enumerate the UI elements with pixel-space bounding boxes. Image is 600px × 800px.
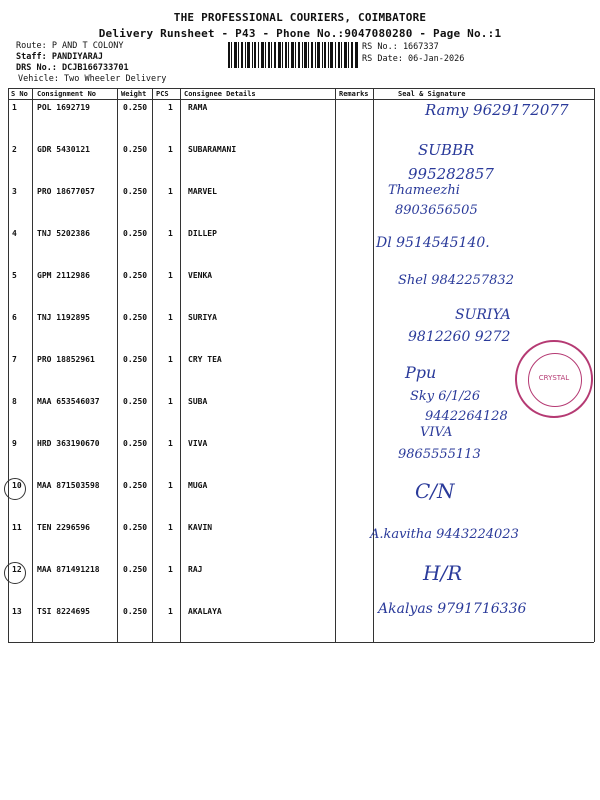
row-pcs: 1 <box>168 439 173 448</box>
col-divider <box>32 88 33 642</box>
barcode <box>228 42 358 68</box>
row-weight: 0.250 <box>123 397 148 406</box>
drs-label: DRS No.: DCJB166733701 <box>16 63 129 73</box>
row-sno: 7 <box>12 355 17 364</box>
row-signature-phone: 9865555113 <box>398 447 481 462</box>
row-pcs: 1 <box>168 271 173 280</box>
stamp-text: CRYSTAL <box>538 374 570 382</box>
row-pcs: 1 <box>168 145 173 154</box>
col-header-consignment: Consignment No <box>37 90 97 98</box>
row-signature: Sky 6/1/26 <box>410 389 481 404</box>
row-weight: 0.250 <box>123 481 148 490</box>
row-consignment-no: MAA 871503598 <box>37 481 100 490</box>
row-consignment-no: GDR 5430121 <box>37 145 90 154</box>
row-consignee: SUBARAMANI <box>188 145 237 154</box>
row-signature: Ppu <box>405 363 437 382</box>
row-signature: Thameezhi <box>388 183 460 198</box>
row-consignment-no: POL 1692719 <box>37 103 90 112</box>
row-consignment-no: GPM 2112986 <box>37 271 90 280</box>
row-signature: H/R <box>423 561 463 585</box>
row-sno: 6 <box>12 313 17 322</box>
row-consignee: SURIYA <box>188 313 217 322</box>
row-sno: 8 <box>12 397 17 406</box>
row-signature: Akalyas 9791716336 <box>378 601 527 617</box>
row-weight: 0.250 <box>123 271 148 280</box>
row-consignment-no: TNJ 1192895 <box>37 313 90 322</box>
row-signature: VIVA <box>420 425 453 440</box>
row-sno: 5 <box>12 271 17 280</box>
row-consignee: AKALAYA <box>188 607 222 616</box>
runsheet-title: THE PROFESSIONAL COURIERS, COIMBATORE <box>173 11 427 24</box>
col-divider <box>373 88 374 642</box>
row-consignee: MUGA <box>188 481 208 490</box>
row-pcs: 1 <box>168 103 173 112</box>
row-weight: 0.250 <box>123 103 148 112</box>
row-consignee: RAJ <box>188 565 203 574</box>
row-pcs: 1 <box>168 187 173 196</box>
row-weight: 0.250 <box>123 439 148 448</box>
row-consignment-no: HRD 363190670 <box>37 439 100 448</box>
row-pcs: 1 <box>168 229 173 238</box>
col-divider <box>8 88 9 642</box>
table-header-rule <box>8 99 594 100</box>
row-pcs: 1 <box>168 523 173 532</box>
row-consignee: RAMA <box>188 103 208 112</box>
row-weight: 0.250 <box>123 565 148 574</box>
row-signature-phone: 9812260 9272 <box>408 329 511 345</box>
row-weight: 0.250 <box>123 355 148 364</box>
rs-date-label: RS Date: 06-Jan-2026 <box>362 54 465 64</box>
col-divider <box>117 88 118 642</box>
row-weight: 0.250 <box>123 313 148 322</box>
row-consignment-no: TEN 2296596 <box>37 523 90 532</box>
col-divider <box>594 88 595 642</box>
col-header-sno: S No <box>11 90 28 98</box>
row-signature: Ramy 9629172077 <box>425 101 569 119</box>
row-weight: 0.250 <box>123 187 148 196</box>
row-pcs: 1 <box>168 313 173 322</box>
row-pcs: 1 <box>168 355 173 364</box>
col-divider <box>180 88 181 642</box>
col-header-pcs: PCS <box>156 90 169 98</box>
row-consignment-no: PRO 18852961 <box>37 355 95 364</box>
row-12-circle-mark <box>4 562 26 584</box>
row-consignment-no: MAA 871491218 <box>37 565 100 574</box>
row-consignee: MARVEL <box>188 187 217 196</box>
row-sno: 2 <box>12 145 17 154</box>
row-consignee: VENKA <box>188 271 213 280</box>
row-consignment-no: TNJ 5202386 <box>37 229 90 238</box>
row-consignment-no: MAA 653546037 <box>37 397 100 406</box>
row-signature: Shel 9842257832 <box>398 273 514 288</box>
row-consignment-no: TSI 8224695 <box>37 607 90 616</box>
row-weight: 0.250 <box>123 607 148 616</box>
row-sno: 12 <box>12 565 22 574</box>
col-header-consignee: Consignee Details <box>184 90 256 98</box>
row-consignee: KAVIN <box>188 523 213 532</box>
rs-no-label: RS No.: 1667337 <box>362 42 439 52</box>
row-signature-phone: 8903656505 <box>395 203 478 218</box>
row-consignee: DILLEP <box>188 229 217 238</box>
col-divider <box>335 88 336 642</box>
row-sno: 3 <box>12 187 17 196</box>
staff-label: Staff: PANDIYARAJ <box>16 52 103 62</box>
vehicle-label: Vehicle: Two Wheeler Delivery <box>18 74 167 84</box>
row-sno: 1 <box>12 103 17 112</box>
row-pcs: 1 <box>168 565 173 574</box>
row-signature-phone: 995282857 <box>408 165 494 183</box>
row-consignee: SUBA <box>188 397 208 406</box>
company-stamp <box>515 340 593 418</box>
col-divider <box>152 88 153 642</box>
row-sno: 9 <box>12 439 17 448</box>
row-consignment-no: PRO 18677057 <box>37 187 95 196</box>
table-bottom-rule <box>8 642 594 643</box>
row-consignee: VIVA <box>188 439 208 448</box>
row-signature: C/N <box>415 479 455 503</box>
row-sno: 11 <box>12 523 22 532</box>
row-sno: 4 <box>12 229 17 238</box>
col-header-seal: Seal & Signature <box>398 90 466 98</box>
row-signature: Dl 9514545140. <box>376 235 490 251</box>
row-signature: A.kavitha 9443224023 <box>370 527 519 542</box>
row-pcs: 1 <box>168 607 173 616</box>
row-10-circle-mark <box>4 478 26 500</box>
row-pcs: 1 <box>168 397 173 406</box>
row-pcs: 1 <box>168 481 173 490</box>
col-header-weight: Weight <box>121 90 147 98</box>
row-consignee: CRY TEA <box>188 355 222 364</box>
row-sno: 13 <box>12 607 22 616</box>
route-label: Route: P AND T COLONY <box>16 41 124 51</box>
row-signature: SUBBR <box>418 141 475 159</box>
runsheet-subtitle: Delivery Runsheet - P43 - Phone No.:9047080280 - Page No.:1 <box>98 27 502 40</box>
col-header-remarks: Remarks <box>339 90 369 98</box>
row-weight: 0.250 <box>123 229 148 238</box>
row-weight: 0.250 <box>123 145 148 154</box>
row-signature: SURIYA <box>455 307 511 323</box>
row-signature-phone: 9442264128 <box>425 409 508 424</box>
table-top-rule <box>8 88 594 89</box>
row-sno: 10 <box>12 481 22 490</box>
row-weight: 0.250 <box>123 523 148 532</box>
